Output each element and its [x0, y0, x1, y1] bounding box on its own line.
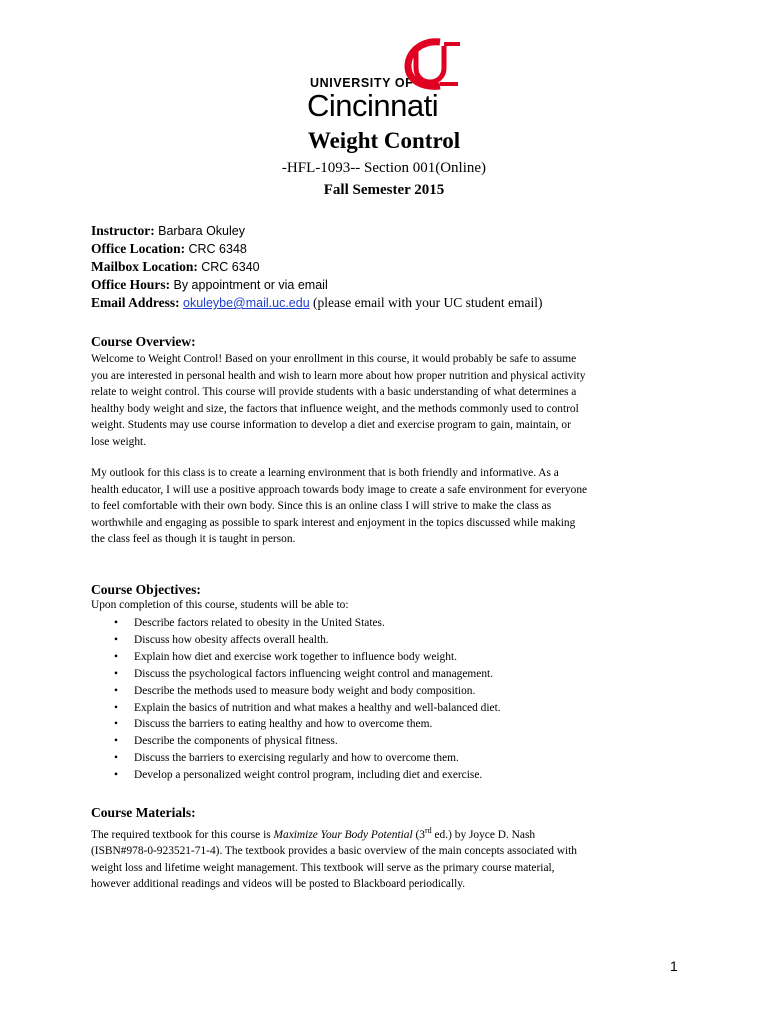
- office-location-value: CRC 6348: [188, 242, 247, 256]
- objective-item: • Discuss how obesity affects overall health.: [114, 632, 501, 649]
- objectives-list: [114, 615, 501, 784]
- materials-first-line: [91, 823, 691, 843]
- objective-item: • Discuss the psychological factors influencing weight control and management.: [114, 666, 501, 683]
- logo-university-text: UNIVERSITY OF: [310, 76, 414, 90]
- edition-pre: (3: [412, 828, 425, 841]
- email-link[interactable]: okuleybe@mail.uc.edu: [183, 296, 310, 310]
- paragraph-line: weight. Students may use course information to develop a diet and exercise program to gain, maintain, or: [91, 419, 571, 431]
- edition-superscript: rd: [424, 826, 432, 835]
- office-hours-value: By appointment or via email: [173, 278, 328, 292]
- logo-city-text: Cincinnati: [307, 88, 439, 123]
- paragraph-line: you are interested in personal health and wish to learn more about how proper nutrition and physical activity: [91, 369, 586, 382]
- materials-heading: Course Materials:: [91, 805, 196, 820]
- paragraph-line: My outlook for this class is to create a learning environment that is both friendly and informative. As a: [91, 467, 559, 479]
- objective-item: • Describe factors related to obesity in the United States.: [114, 615, 501, 632]
- paragraph-line: health educator, I will use a positive approach towards body image to create a safe environment for everyone: [91, 483, 588, 496]
- paragraph-line: to feel comfortable with their own body. Since this is an online class I will strive to make the class as: [91, 500, 552, 512]
- objective-item: • Develop a personalized weight control program, including diet and exercise.: [114, 767, 501, 784]
- edition-post: ed.) by Joyce D. Nash: [431, 828, 536, 841]
- mailbox-row: [91, 258, 543, 276]
- objective-item: • Describe the components of physical fitness.: [114, 733, 501, 750]
- paragraph-line: weight loss and lifetime weight management. This textbook will serve as the primary course material,: [91, 861, 555, 874]
- document-title: Weight Control: [307, 128, 461, 153]
- office-location-row: [91, 240, 543, 258]
- course-line: -HFL-1093-- Section 001(Online): [281, 160, 487, 176]
- email-row: [91, 294, 543, 312]
- objective-item: • Discuss the barriers to eating healthy and how to overcome them.: [114, 716, 501, 733]
- paragraph-line: the class feel as though it is taught in person.: [91, 533, 296, 545]
- semester-line: Fall Semester 2015: [323, 182, 445, 198]
- paragraph-line: however additional readings and videos will be posted to Blackboard periodically.: [91, 878, 466, 891]
- university-logo: [304, 38, 474, 124]
- textbook-title: Maximize Your Body Potential: [273, 828, 413, 841]
- email-label: Email Address:: [91, 295, 180, 310]
- objective-item: • Explain how diet and exercise work together to influence body weight.: [114, 649, 501, 666]
- office-hours-label: Office Hours:: [91, 277, 171, 292]
- instructor-label: Instructor:: [91, 223, 155, 238]
- materials-text: The required textbook for this course is: [91, 828, 274, 841]
- mailbox-value: CRC 6340: [201, 260, 260, 274]
- overview-paragraph-1: [91, 351, 691, 450]
- paragraph-line: (ISBN#978-0-923521-71-4). The textbook provides a basic overview of the main concepts associated with: [91, 845, 577, 858]
- instructor-row: [91, 222, 543, 240]
- instructor-info: [91, 222, 543, 312]
- objectives-intro: Upon completion of this course, students will be able to:: [91, 599, 349, 611]
- office-location-label: Office Location:: [91, 241, 186, 256]
- paragraph-line: worthwhile and engaging as possible to spark interest and enjoyment in the topics discussed while making: [91, 516, 576, 529]
- objective-item: • Describe the methods used to measure body weight and body composition.: [114, 683, 501, 700]
- paragraph-line: lose weight.: [91, 435, 147, 448]
- paragraph-line: Welcome to Weight Control! Based on your enrollment in this course, it would probably be safe to assume: [91, 353, 577, 365]
- paragraph-line: relate to weight control. This course will provide students with a basic understanding of what determines a: [91, 386, 577, 398]
- office-hours-row: [91, 276, 543, 294]
- page-number: 1: [670, 958, 678, 974]
- overview-heading: Course Overview:: [91, 334, 196, 349]
- objective-item: • Discuss the barriers to exercising regularly and how to overcome them.: [114, 750, 501, 767]
- uc-emblem-icon: [400, 38, 470, 90]
- instructor-value: Barbara Okuley: [158, 224, 245, 238]
- materials-paragraph: [91, 823, 691, 893]
- email-note: (please email with your UC student email): [313, 295, 543, 310]
- objectives-heading: Course Objectives:: [91, 582, 201, 597]
- objective-item: • Explain the basics of nutrition and what makes a healthy and well-balanced diet.: [114, 700, 501, 717]
- overview-paragraph-2: [91, 465, 691, 548]
- mailbox-label: Mailbox Location:: [91, 259, 198, 274]
- paragraph-line: healthy body weight and size, the factors that influence weight, and the methods commonly used to control: [91, 402, 579, 415]
